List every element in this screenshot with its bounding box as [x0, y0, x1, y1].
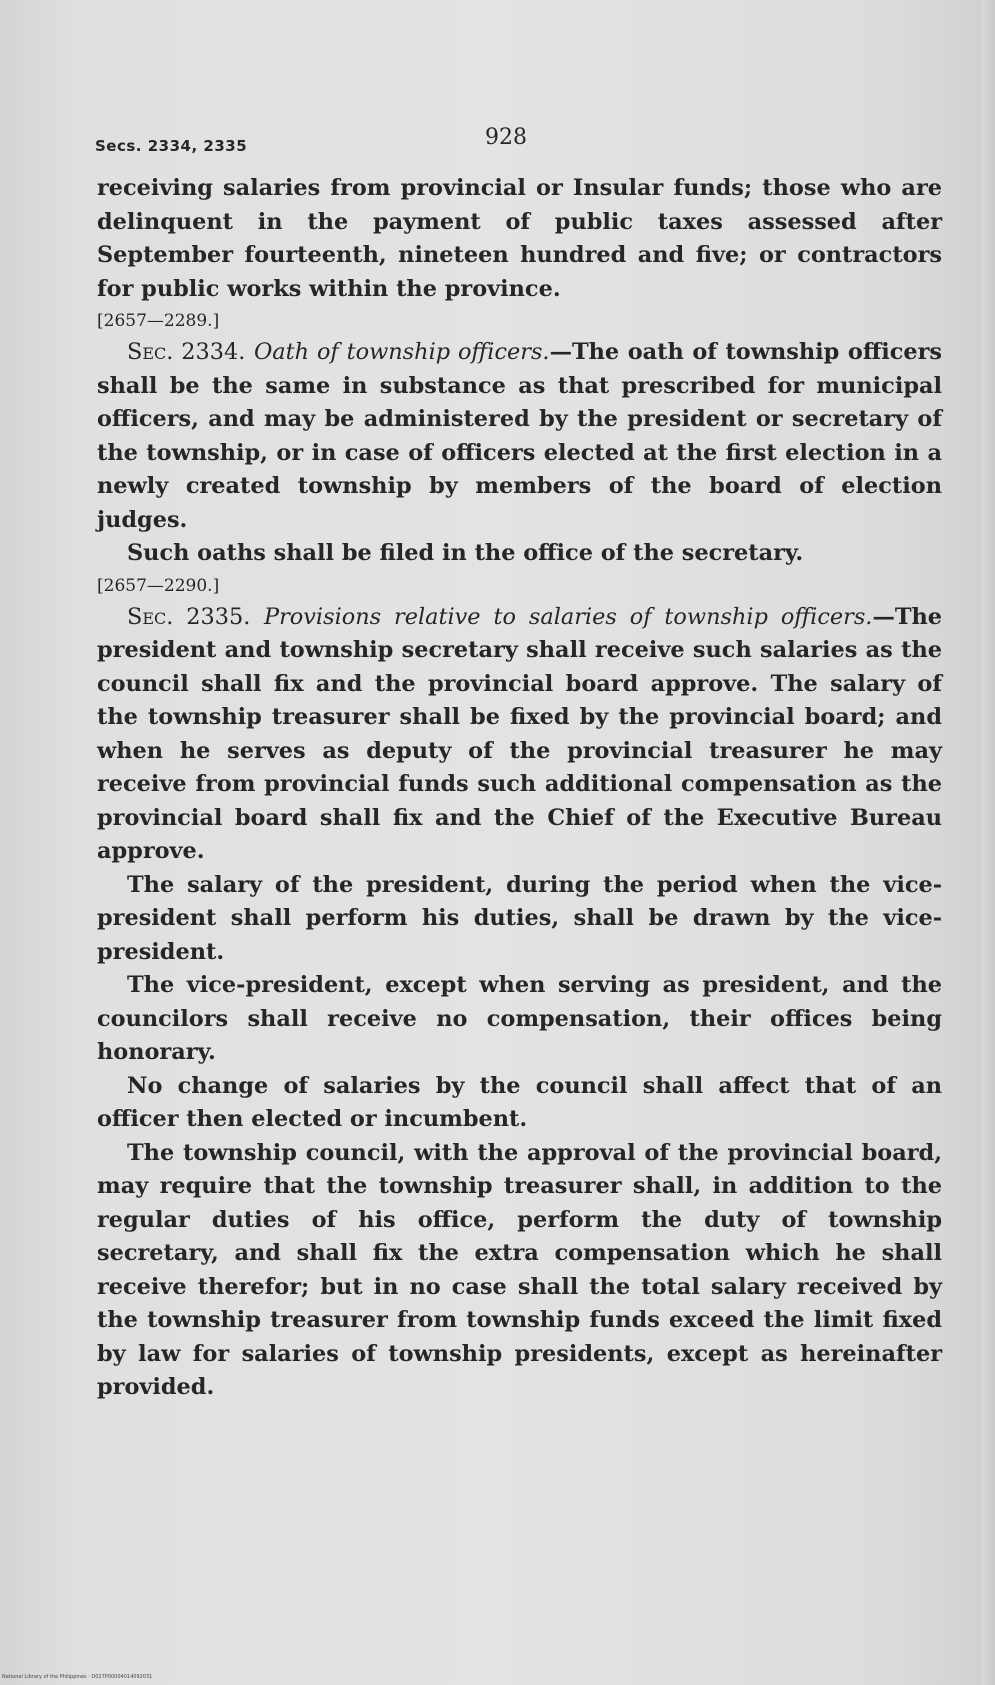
- section-reference: Secs. 2334, 2335: [95, 137, 248, 155]
- page-spine-shadow: [981, 0, 995, 1685]
- section-2335: [97, 601, 942, 869]
- source-reference: [2657—2290.]: [97, 575, 220, 596]
- section-title: Provisions relative to salaries of township officers.: [264, 603, 873, 630]
- section-text: —The oath of township officers shall be the same in substance as that prescribed for municipal officers, and may be administered by the president or secretary of the township, or in case of officers elected at the first election in a newly created township by members of the board of election judges.: [97, 339, 942, 533]
- document-body: [97, 172, 942, 1405]
- source-reference: [2657—2289.]: [97, 311, 220, 331]
- page-number: 928: [485, 125, 527, 150]
- scan-watermark: National Library of the Philippines · D027P00004014092031: [2, 1674, 153, 1680]
- paragraph-continuation: receiving salaries from provincial or Insular funds; those who are delinquent in the payment of public taxes assessed after September fourteenth, nineteen hundred and five; or contractors for public works within the province.: [97, 175, 942, 302]
- paragraph: No change of salaries by the council shall affect that of an officer then elected or incumbent.: [97, 1072, 942, 1132]
- paragraph: The vice-president, except when serving as president, and the councilors shall receive no compensation, their offices being honorary.: [97, 972, 942, 1065]
- paragraph: The township council, with the approval of the provincial board, may require that the township treasurer shall, in addition to the regular duties of his office, perform the duty of township secretary, and shall fix the extra compensation which he shall receive therefor; but in no case shall the total salary received by the township treasurer from township funds exceed the limit fixed by law for salaries of township presidents, except as hereinafter provided.: [97, 1139, 942, 1400]
- page-header: [95, 125, 815, 165]
- paragraph: Such oaths shall be filed in the office of the secretary.: [127, 540, 804, 566]
- paragraph: The salary of the president, during the period when the vice-president shall perform his duties, shall be drawn by the vice-president.: [97, 871, 942, 965]
- section-text: —The president and township secretary shall receive such salaries as the council shall fix and the provincial board approve. The salary of the township treasurer shall be fixed by the provincial board; and when he serves as deputy of the provincial treasurer he may receive from provincial funds such additional compensation as the provincial board shall fix and the Chief of the Executive Bureau approve.: [97, 603, 943, 864]
- section-number: Sec. 2334.: [127, 339, 246, 365]
- section-number: Sec. 2335.: [127, 603, 251, 630]
- section-title: Oath of township officers.: [253, 339, 550, 365]
- section-2334: [97, 336, 942, 537]
